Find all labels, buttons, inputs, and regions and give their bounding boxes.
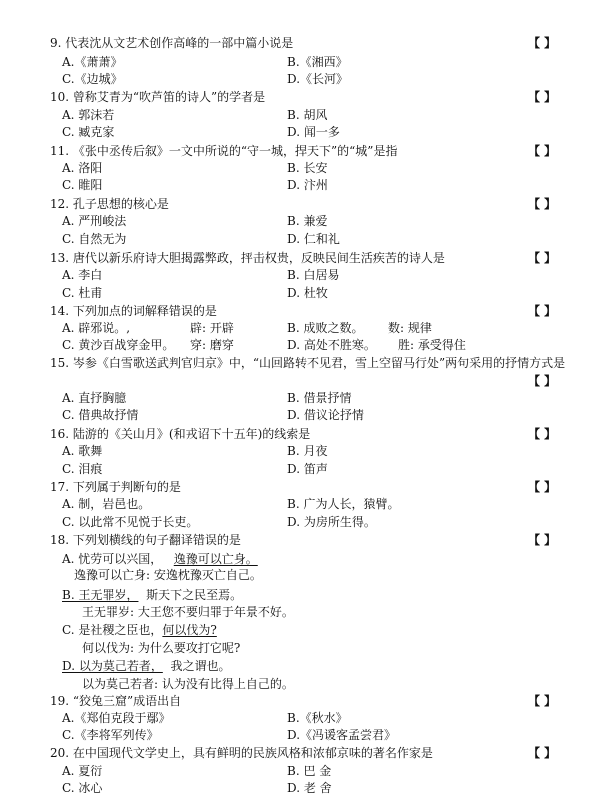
answer-bracket-19[interactable]: 【 】 (528, 694, 557, 708)
q17-option-c[interactable]: C. 以此常不见悦于长吏。 (62, 515, 199, 529)
q11-option-d[interactable]: D. 汴州 (287, 178, 328, 192)
q18-option-d-translation: 以为莫己若者: 认为没有比得上自己的。 (82, 677, 294, 691)
q16-option-d[interactable]: D. 笛声 (287, 462, 328, 476)
question-19-stem: 19. “狡兔三窟”成语出自 (50, 694, 182, 708)
answer-bracket-17[interactable]: 【 】 (528, 480, 557, 494)
q9-option-b[interactable]: B.《湘西》 (287, 55, 348, 69)
q14-option-b[interactable]: B. 成败之数。 (287, 321, 364, 335)
q19-option-c[interactable]: C.《李将军列传》 (62, 728, 159, 742)
q18-option-c[interactable] (62, 622, 217, 638)
answer-bracket-20[interactable]: 【 】 (528, 746, 557, 760)
q12-option-b[interactable]: B. 兼爱 (287, 214, 328, 228)
q15-option-b[interactable]: B. 借景抒情 (287, 391, 352, 405)
answer-bracket-10[interactable]: 【 】 (528, 90, 557, 104)
q11-option-a[interactable]: A. 洛阳 (62, 161, 103, 175)
question-17-stem: 17. 下列属于判断句的是 (50, 480, 181, 494)
q11-option-c[interactable]: C. 睢阳 (62, 178, 103, 192)
q17-option-b[interactable]: B. 广为人长，猿臂。 (287, 497, 400, 511)
q15-option-c[interactable]: C. 借典故抒情 (62, 408, 139, 422)
q11-option-b[interactable]: B. 长安 (287, 161, 328, 175)
q20-option-d[interactable]: D. 老 舍 (287, 781, 332, 795)
q13-option-c[interactable]: C. 杜甫 (62, 286, 103, 300)
q14-option-c-gloss: 穿: 磨穿 (190, 338, 234, 352)
q20-option-c[interactable]: C. 冰心 (62, 781, 103, 795)
q18-option-c-translation: 何以伐为: 为什么要攻打它呢? (82, 641, 241, 655)
q9-option-d[interactable]: D.《长河》 (287, 72, 349, 86)
question-9-stem: 9. 代表沈从文艺术创作高峰的一部中篇小说是 (50, 36, 294, 50)
q19-option-a[interactable]: A.《郑伯克段于鄢》 (62, 711, 171, 725)
q14-option-d[interactable]: D. 高处不胜寒。 (287, 338, 376, 352)
q19-option-d[interactable]: D.《冯谖客孟尝君》 (287, 728, 397, 742)
q18-option-a-translation: 逸豫可以亡身: 安逸枕豫灭亡自己。 (74, 568, 262, 582)
question-10-stem: 10. 曾称艾青为“吹芦笛的诗人”的学者是 (50, 90, 266, 104)
q14-option-b-gloss: 数: 规律 (388, 321, 432, 335)
question-20-stem: 20. 在中国现代文学史上，具有鲜明的民族风格和浓郁京味的著名作家是 (50, 746, 433, 760)
q9-option-c[interactable]: C.《边城》 (62, 72, 123, 86)
q16-option-a[interactable]: A. 歌舞 (62, 444, 103, 458)
question-13-stem: 13. 唐代以新乐府诗大胆揭露弊政，抨击权贵，反映民间生活疾苦的诗人是 (50, 251, 445, 265)
question-16-stem: 16. 陆游的《关山月》(和戎诏下十五年)的线索是 (50, 427, 311, 441)
question-15-stem: 15. 岑参《白雪歌送武判官归京》中，“山回路转不见君，雪上空留马行处”两句采用的抒情方式是 (50, 356, 566, 370)
q18-option-d[interactable] (62, 658, 230, 674)
answer-bracket-15[interactable]: 【 】 (528, 374, 557, 388)
answer-bracket-16[interactable]: 【 】 (528, 427, 557, 441)
q18-option-d-rest: 我之谓也。 (170, 659, 231, 673)
q9-option-a[interactable]: A.《萧萧》 (62, 55, 123, 69)
q18-option-a-lead: A. 忧劳可以兴国， (62, 552, 163, 566)
q13-option-a[interactable]: A. 李白 (62, 268, 103, 282)
q14-option-a-gloss: 辟: 开辟 (190, 321, 234, 335)
answer-bracket-18[interactable]: 【 】 (528, 533, 557, 547)
q16-option-b[interactable]: B. 月夜 (287, 444, 328, 458)
q18-option-b-rest: 斯天下之民至焉。 (146, 588, 243, 602)
answer-bracket-9[interactable]: 【 】 (528, 36, 557, 50)
question-11-stem: 11. 《张中丞传后叙》一文中所说的“守一城，捍天下”的“城”是指 (50, 144, 398, 158)
q17-option-d[interactable]: D. 为房所生得。 (287, 515, 376, 529)
q18-option-a[interactable] (62, 551, 258, 567)
q20-option-a[interactable]: A. 夏衍 (62, 764, 103, 778)
q17-option-a[interactable]: A. 制，岩邑也。 (62, 497, 151, 511)
q18-option-b[interactable] (62, 587, 242, 603)
question-18-stem: 18. 下列划横线的句子翻译错误的是 (50, 533, 241, 547)
q15-option-d[interactable]: D. 借议论抒情 (287, 408, 364, 422)
q18-option-b-underlined: B. 王无罪岁， (62, 588, 139, 602)
question-12-stem: 12. 孔子思想的核心是 (50, 197, 169, 211)
answer-bracket-11[interactable]: 【 】 (528, 144, 557, 158)
q10-option-d[interactable]: D. 闻一多 (287, 125, 340, 139)
answer-bracket-12[interactable]: 【 】 (528, 197, 557, 211)
q19-option-b[interactable]: B.《秋水》 (287, 711, 348, 725)
q18-option-c-underlined: 何以伐为? (162, 623, 217, 637)
q14-option-a[interactable]: A. 辟邪说。, (62, 321, 131, 335)
q12-option-d[interactable]: D. 仁和礼 (287, 232, 340, 246)
q13-option-d[interactable]: D. 杜牧 (287, 286, 328, 300)
q13-option-b[interactable]: B. 白居易 (287, 268, 340, 282)
answer-bracket-13[interactable]: 【 】 (528, 251, 557, 265)
q16-option-c[interactable]: C. 泪痕 (62, 462, 103, 476)
q10-option-a[interactable]: A. 郭沫若 (62, 108, 115, 122)
q12-option-a[interactable]: A. 严刑峻法 (62, 214, 127, 228)
q12-option-c[interactable]: C. 自然无为 (62, 232, 127, 246)
q18-option-c-lead: C. 是社稷之臣也， (62, 623, 163, 637)
q15-option-a[interactable]: A. 直抒胸臆 (62, 391, 127, 405)
q14-option-c[interactable]: C. 黄沙百战穿金甲。 (62, 338, 175, 352)
q10-option-b[interactable]: B. 胡风 (287, 108, 328, 122)
q14-option-d-gloss: 胜: 承受得住 (398, 338, 466, 352)
question-14-stem: 14. 下列加点的词解释错误的是 (50, 304, 217, 318)
q10-option-c[interactable]: C. 臧克家 (62, 125, 115, 139)
answer-bracket-14[interactable]: 【 】 (528, 304, 557, 318)
q18-option-b-translation: 王无罪岁: 大王您不要归罪于年景不好。 (82, 605, 294, 619)
q20-option-b[interactable]: B. 巴 金 (287, 764, 332, 778)
q18-option-d-underlined: D. 以为莫己若者， (62, 659, 163, 673)
q18-option-a-underlined: 逸豫可以亡身。 (173, 552, 258, 566)
